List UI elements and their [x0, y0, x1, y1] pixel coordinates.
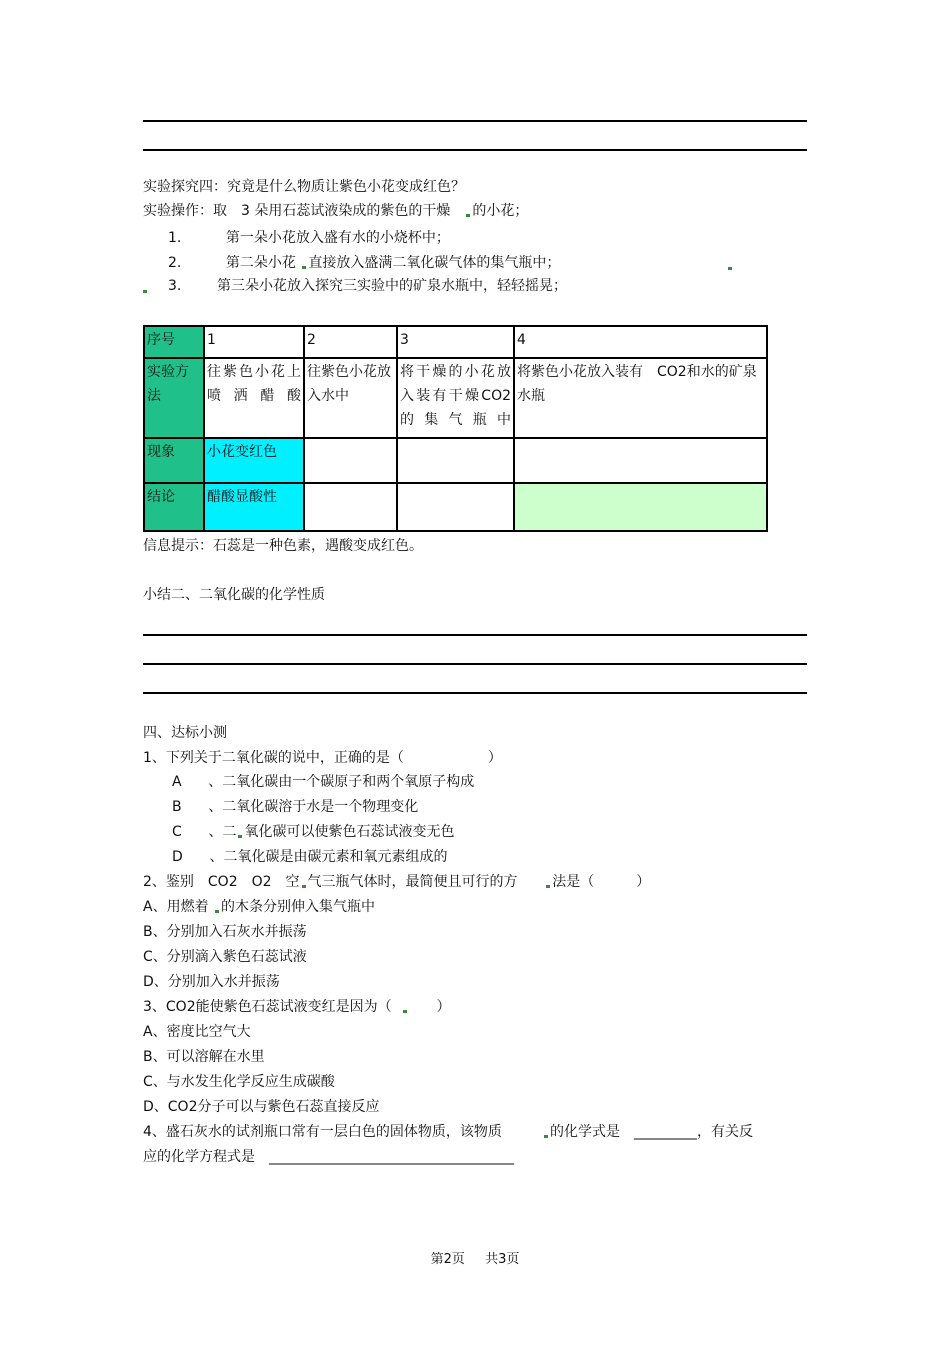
q1-option-a: A 、二氧化碳由一个碳原子和两个氧原子构成 — [172, 774, 475, 790]
edit-mark-icon — [215, 910, 219, 913]
q1-option-d: D 、二氧化碳是由碳元素和氧元素组成的 — [172, 849, 448, 865]
q3-option-c: C、与水发生化学反应生成碳酸 — [143, 1074, 335, 1090]
header-cell: 序号 — [144, 326, 204, 358]
edit-mark-icon — [238, 835, 242, 838]
table-row-phenomenon — [144, 438, 767, 483]
experiment-table — [143, 325, 768, 532]
edit-mark-icon — [143, 290, 147, 293]
q1-option-c: C 、二 氧化碳可以使紫色石蕊试液变无色 — [172, 824, 455, 840]
step-3: 3. 第三朵小花放入探究三实验中的矿泉水瓶中，轻轻摇晃； — [168, 278, 567, 294]
method-cell: 将干燥的小花放入装有干燥CO2的集气瓶中 — [397, 358, 514, 438]
q2-option-b: B、分别加入石灰水并振荡 — [143, 924, 307, 940]
phenomenon-cell — [397, 438, 514, 483]
conclusion-cell — [304, 483, 397, 531]
answer-rule-2 — [143, 663, 807, 665]
info-hint: 信息提示：石蕊是一种色素，遇酸变成红色。 — [143, 538, 423, 554]
method-cell: 往紫色小花上喷洒醋酸 — [204, 358, 304, 438]
inquiry4-title: 实验探究四：究竟是什么物质让紫色小花变成红色？ — [143, 179, 465, 195]
q1-option-b: B 、二氧化碳溶于水是一个物理变化 — [172, 799, 419, 815]
table-row-header — [144, 326, 767, 358]
conclusion-cell — [514, 483, 767, 531]
header-cell: 3 — [397, 326, 514, 358]
edit-mark-icon — [544, 1135, 548, 1138]
phenomenon-cell: 小花变红色 — [204, 438, 304, 483]
q3-stem: 3、CO2能使紫色石蕊试液变红是因为（ ） — [143, 999, 451, 1015]
table-row-conclusion — [144, 483, 767, 531]
answer-rule-3 — [143, 692, 807, 694]
method-cell: 往紫色小花放入水中 — [304, 358, 397, 438]
phenomenon-cell — [304, 438, 397, 483]
q2-option-c: C、分别滴入紫色石蕊试液 — [143, 949, 307, 965]
summary-2: 小结二、二氧化碳的化学性质 — [143, 587, 325, 603]
row-label: 现象 — [144, 438, 204, 483]
conclusion-cell — [397, 483, 514, 531]
page-footer — [0, 1248, 950, 1267]
q2-option-d: D、分别加入水并振荡 — [143, 974, 280, 990]
q2-option-a: A、用燃着 的木条分别伸入集气瓶中 — [143, 899, 376, 915]
top-rule-1 — [143, 120, 807, 122]
q3-option-b: B、可以溶解在水里 — [143, 1049, 265, 1065]
inquiry4-operation: 实验操作：取 3 朵用石蕊试液染成的紫色的干燥 的小花； — [143, 203, 529, 219]
edit-mark-icon — [302, 885, 306, 888]
step-1: 1. 第一朵小花放入盛有水的小烧杯中； — [168, 230, 450, 246]
q2-stem: 2、鉴别 CO2 O2 空 气三瓶气体时，最简便且可行的方 法是（ ） — [143, 874, 651, 890]
q4-line-1: 4、盛石灰水的试剂瓶口常有一层白色的固体物质，该物质 的化学式是 _________，有关反 — [143, 1124, 753, 1140]
page-number: 第2页 — [430, 1252, 465, 1267]
conclusion-cell: 醋酸显酸性 — [204, 483, 304, 531]
q1-stem: 1、下列关于二氧化碳的说中，正确的是（ ） — [143, 750, 502, 766]
header-cell: 1 — [204, 326, 304, 358]
edit-mark-icon — [728, 267, 732, 270]
edit-mark-icon — [546, 885, 550, 888]
q3-option-a: A、密度比空气大 — [143, 1024, 251, 1040]
edit-mark-icon — [403, 1010, 407, 1013]
top-rule-2 — [143, 149, 807, 151]
edit-mark-icon — [302, 266, 306, 269]
q3-option-d: D、CO2分子可以与紫色石蕊直接反应 — [143, 1099, 380, 1115]
edit-mark-icon — [466, 214, 470, 217]
step-2: 2. 第二朵小花 直接放入盛满二氧化碳气体的集气瓶中； — [168, 255, 561, 271]
page-total: 共3页 — [485, 1252, 520, 1267]
row-label: 结论 — [144, 483, 204, 531]
q4-line-2: 应的化学方程式是 ___________________________________ — [143, 1149, 514, 1165]
row-label: 实验方法 — [144, 358, 204, 438]
method-cell: 将紫色小花放入装有 CO2和水的矿泉水瓶 — [514, 358, 767, 438]
answer-rule-1 — [143, 634, 807, 636]
header-cell: 4 — [514, 326, 767, 358]
table-row-method — [144, 358, 767, 438]
phenomenon-cell — [514, 438, 767, 483]
header-cell: 2 — [304, 326, 397, 358]
section-4-title: 四、达标小测 — [143, 725, 227, 741]
